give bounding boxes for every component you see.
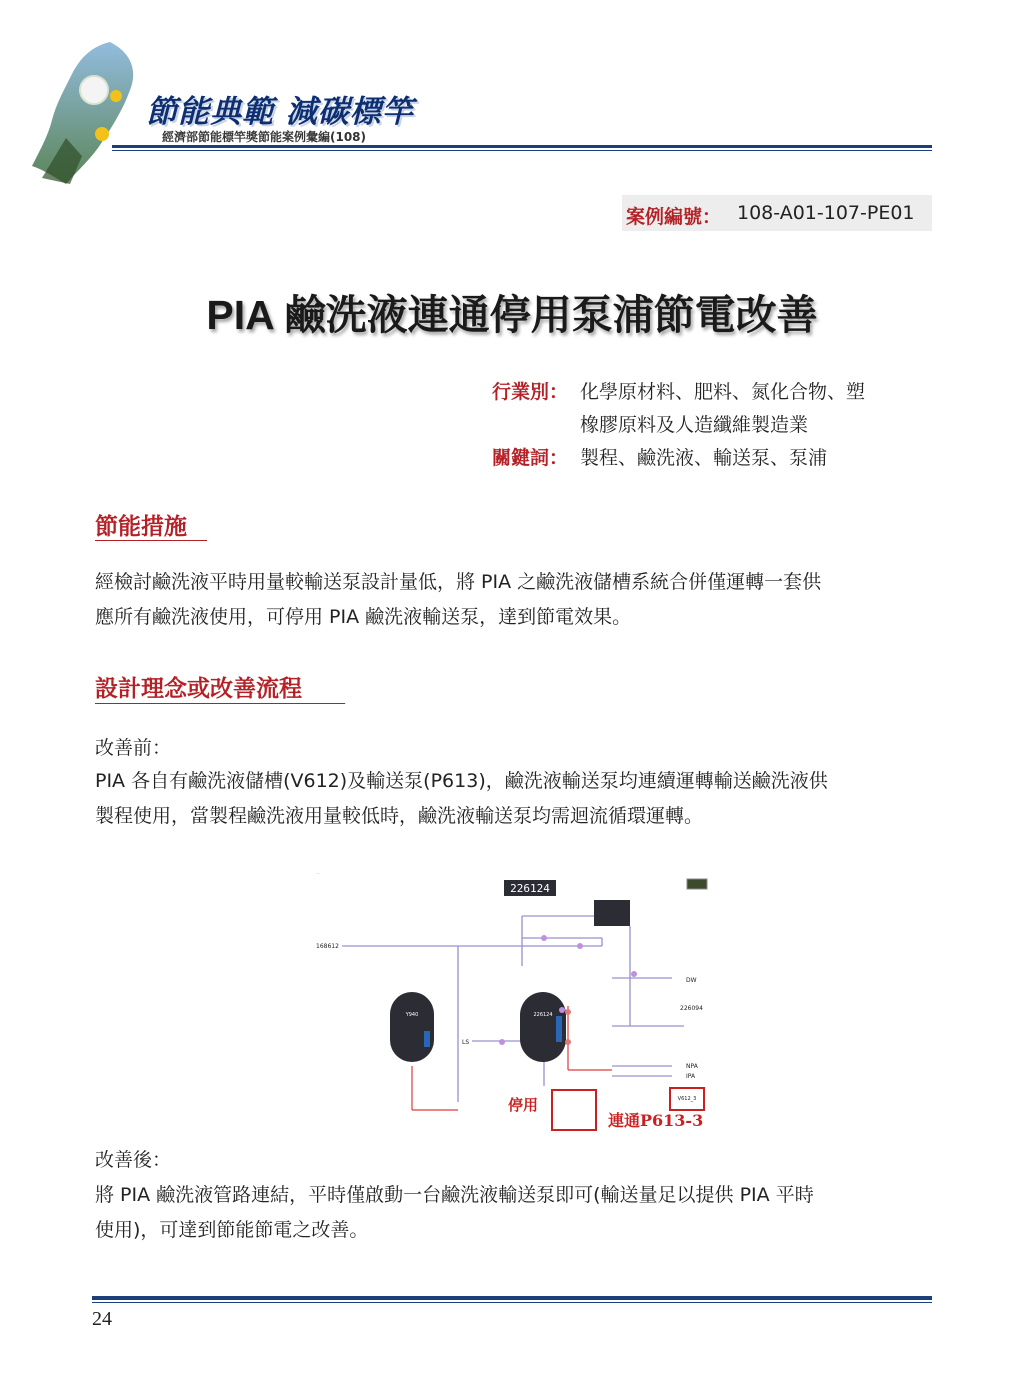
page-number: 24 xyxy=(92,1308,112,1330)
header-rule-thin xyxy=(112,150,932,151)
brand-title: 節能典範 減碳標竿 xyxy=(146,94,414,130)
footer-rule-thin xyxy=(92,1302,932,1303)
industry-label: 行業別： xyxy=(492,381,569,403)
brand-subtitle: 經濟部節能標竿獎節能案例彙編(108) xyxy=(162,130,367,144)
after-label: 改善後： xyxy=(95,1149,172,1171)
industry-value-line1: 化學原材料、肥料、氮化合物、塑 xyxy=(580,381,866,403)
before-text-line1: PIA 各自有鹼洗液儲槽(V612)及輸送泵(P613)，鹼洗液輸送泵均連續運轉輸送鹼洗液供 xyxy=(95,770,828,792)
connect-label: 連通P613-3 xyxy=(608,1111,704,1130)
case-number-label: 案例編號： xyxy=(626,206,722,228)
left-tank-label: Y940 xyxy=(405,1012,419,1018)
left-tank xyxy=(390,992,434,1062)
case-number-value: 108-A01-107-PE01 xyxy=(737,202,915,224)
tank-id-text: 226124 xyxy=(510,882,550,895)
line-out-label: 226094 xyxy=(680,1005,703,1012)
taiwan-logo xyxy=(22,38,152,188)
measures-text-line1: 經檢討鹼洗液平時用量較輸送泵設計量低，將 PIA 之鹼洗液儲槽系統合併僅運轉一套供 xyxy=(95,571,822,593)
section-heading-measures: 節能措施 xyxy=(95,514,187,540)
footer-rule xyxy=(92,1296,932,1300)
section-heading-design: 設計理念或改善流程 xyxy=(95,676,302,702)
stop-label: 停用 xyxy=(508,1096,539,1114)
ipa-label: IPA xyxy=(686,1073,696,1080)
after-text-line1: 將 PIA 鹼洗液管路連結，平時僅啟動一台鹼洗液輸送泵即可(輸送量足以提供 PIA 平時 xyxy=(95,1184,814,1206)
svg-text:...: ... xyxy=(316,870,320,875)
industry-value-line2: 橡膠原料及人造纖維製造業 xyxy=(580,414,809,436)
line-in-label: 168612 xyxy=(316,943,339,950)
npa-label: NPA xyxy=(686,1063,698,1070)
page-title: PIA 鹼洗液連通停用泵浦節電改善 xyxy=(206,292,818,338)
keywords-label: 關鍵詞： xyxy=(492,447,569,469)
section-underline xyxy=(95,540,207,541)
before-label: 改善前： xyxy=(95,737,172,759)
keywords-value: 製程、鹼洗液、輸送泵、泵浦 xyxy=(580,447,828,469)
process-diagram xyxy=(312,866,710,1136)
ls-label: LS xyxy=(462,1039,470,1046)
section-underline xyxy=(95,703,345,704)
after-text-line2: 使用)，可達到節能節電之改善。 xyxy=(95,1219,369,1241)
dw-label: DW xyxy=(686,977,697,984)
measures-text-line2: 應所有鹼洗液使用，可停用 PIA 鹼洗液輸送泵，達到節電效果。 xyxy=(95,606,632,628)
right-tank-label: 226124 xyxy=(533,1012,553,1018)
before-text-line2: 製程使用，當製程鹼洗液用量較低時，鹼洗液輸送泵均需迴流循環運轉。 xyxy=(95,805,704,827)
header-rule xyxy=(112,145,932,148)
v612-label: V612_3 xyxy=(677,1096,697,1102)
